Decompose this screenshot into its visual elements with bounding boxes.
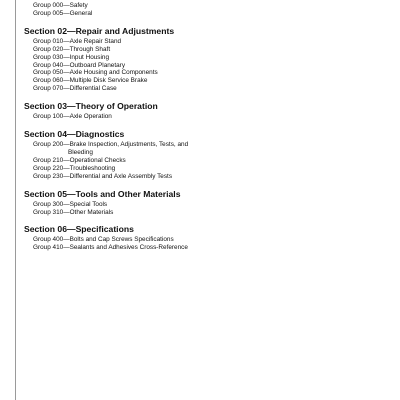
toc-section-05 [24,189,384,217]
toc-section-03 [24,101,384,121]
toc-group-005: Group 005—General [33,9,93,17]
toc-group-220: Group 220—Troubleshooting [33,164,116,172]
section-title: Section 02—Repair and Adjustments [24,25,175,36]
toc-section-06 [24,224,384,252]
section-title [24,0,384,1]
toc-group-030: Group 030—Input Housing [33,53,110,61]
page-margin-rule [15,0,16,400]
toc-group-310: Group 310—Other Materials [33,208,114,216]
toc-section-04 [24,129,384,181]
toc-group-000: Group 000—Safety [33,2,88,9]
toc-group-210: Group 210—Operational Checks [33,156,126,164]
toc-group-040: Group 040—Outboard Planetary [33,61,126,69]
toc-group-050: Group 050—Axle Housing and Components [33,69,158,77]
toc-section-01 [24,0,384,18]
toc-group-200-line1: Group 200—Brake Inspection, Adjustments, Tests, and [33,141,189,149]
toc-group-410: Group 410—Sealants and Adhesives Cross-Reference [33,244,188,252]
toc-group-010: Group 010—Axle Repair Stand [33,37,122,45]
toc-group-060: Group 060—Multiple Disk Service Brake [33,77,148,85]
table-of-contents [24,0,384,260]
section-title: Section 04—Diagnostics [24,129,125,140]
toc-section-02 [24,26,384,93]
section-title: Section 03—Theory of Operation [24,101,158,112]
toc-group-070: Group 070—Differential Case [33,85,117,93]
toc-group-300: Group 300—Special Tools [33,200,108,208]
toc-group-400: Group 400—Bolts and Cap Screws Specifications [33,236,174,244]
toc-group-200 [24,141,223,157]
toc-group-230: Group 230—Differential and Axle Assembly Tests [33,172,173,180]
toc-group-100: Group 100—Axle Operation [33,113,112,121]
section-title: Section 05—Tools and Other Materials [24,188,181,199]
section-title: Section 06—Specifications [24,224,134,235]
toc-group-020: Group 020—Through Shaft [33,45,111,53]
toc-group-200-line2: Bleeding [68,148,93,156]
